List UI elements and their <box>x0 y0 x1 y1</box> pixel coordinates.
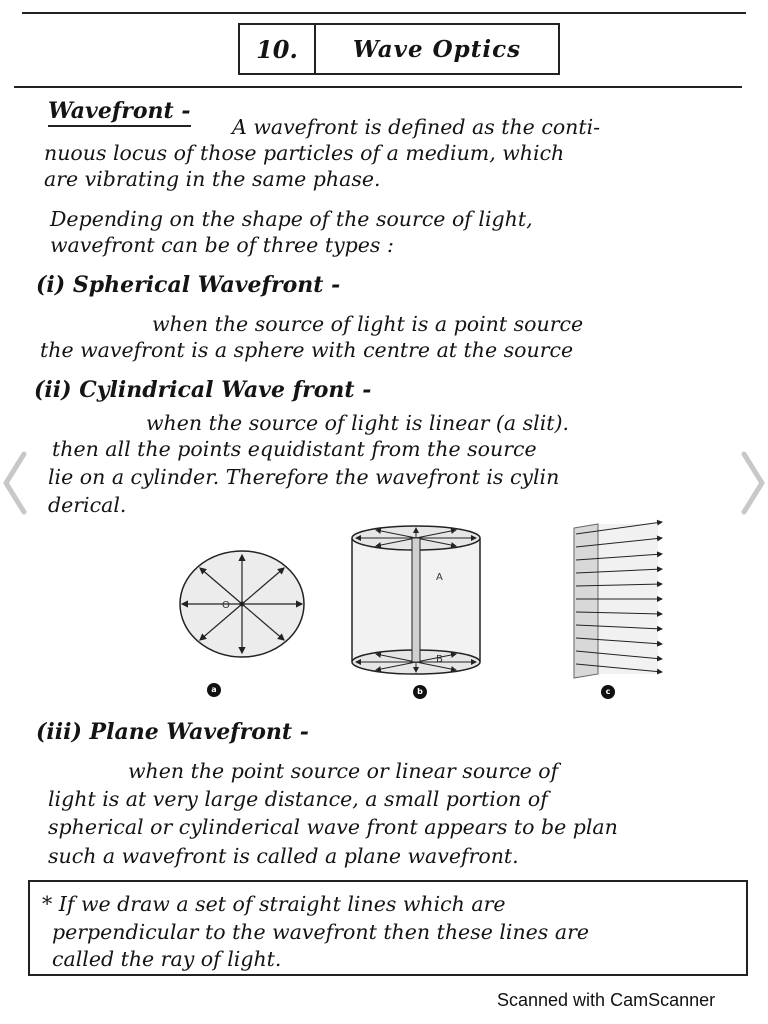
chapter-title-box <box>238 23 560 75</box>
chapter-title: Wave Optics <box>352 35 522 63</box>
chevron-left-icon[interactable] <box>0 448 30 518</box>
plane-heading: (iii) Plane Wavefront - <box>36 719 309 745</box>
wavefront-line-3: are vibrating in the same phase. <box>44 167 381 191</box>
cylindrical-line-4: derical. <box>48 493 127 517</box>
chapter-number: 10. <box>240 25 316 73</box>
figure-plane-wavefront <box>564 514 668 680</box>
note-line-1: * If we draw a set of straight lines which are <box>42 892 506 916</box>
slit-bottom-label: B <box>436 654 443 665</box>
chevron-right-icon[interactable] <box>738 448 768 518</box>
types-intro-line-2: wavefront can be of three types : <box>50 233 394 257</box>
wavefront-heading-text: Wavefront - <box>48 98 191 127</box>
wavefront-line-2: nuous locus of those particles of a medium, which <box>44 141 565 165</box>
wavefront-line-1: A wavefront is defined as the conti- <box>232 115 601 139</box>
figure-label-c: c <box>601 685 615 699</box>
cylindrical-heading: (ii) Cylindrical Wave front - <box>34 377 372 403</box>
cylindrical-line-1: when the source of light is linear (a slit). <box>146 411 570 435</box>
cylindrical-line-3: lie on a cylinder. Therefore the wavefront is cylin <box>48 465 560 489</box>
figure-cylindrical-wavefront <box>346 520 486 680</box>
wavefront-heading <box>48 98 191 124</box>
figure-label-a: a <box>207 683 221 697</box>
point-source-label: O <box>222 600 230 611</box>
note-line-3: called the ray of light. <box>52 947 282 971</box>
top-rule <box>22 12 746 14</box>
scanner-watermark: Scanned with CamScanner <box>497 990 716 1010</box>
plane-line-1: when the point source or linear source of <box>128 759 559 783</box>
spherical-line-2: the wavefront is a sphere with centre at the source <box>40 338 574 362</box>
plane-line-3: spherical or cylinderical wave front appears to be plan <box>48 815 618 839</box>
figure-label-b: b <box>413 685 427 699</box>
note-line-2: perpendicular to the wavefront then these lines are <box>52 920 589 944</box>
slit-top-label: A <box>436 572 443 583</box>
cylindrical-line-2: then all the points equidistant from the source <box>52 437 537 461</box>
spherical-heading: (i) Spherical Wavefront - <box>36 272 341 298</box>
plane-line-2: light is at very large distance, a small portion of <box>48 787 548 811</box>
figure-spherical-wavefront <box>176 548 308 660</box>
plane-line-4: such a wavefront is called a plane wavefront. <box>48 844 519 868</box>
spherical-line-1: when the source of light is a point source <box>152 312 584 336</box>
header-rule <box>14 86 742 88</box>
types-intro-line-1: Depending on the shape of the source of light, <box>50 207 533 231</box>
